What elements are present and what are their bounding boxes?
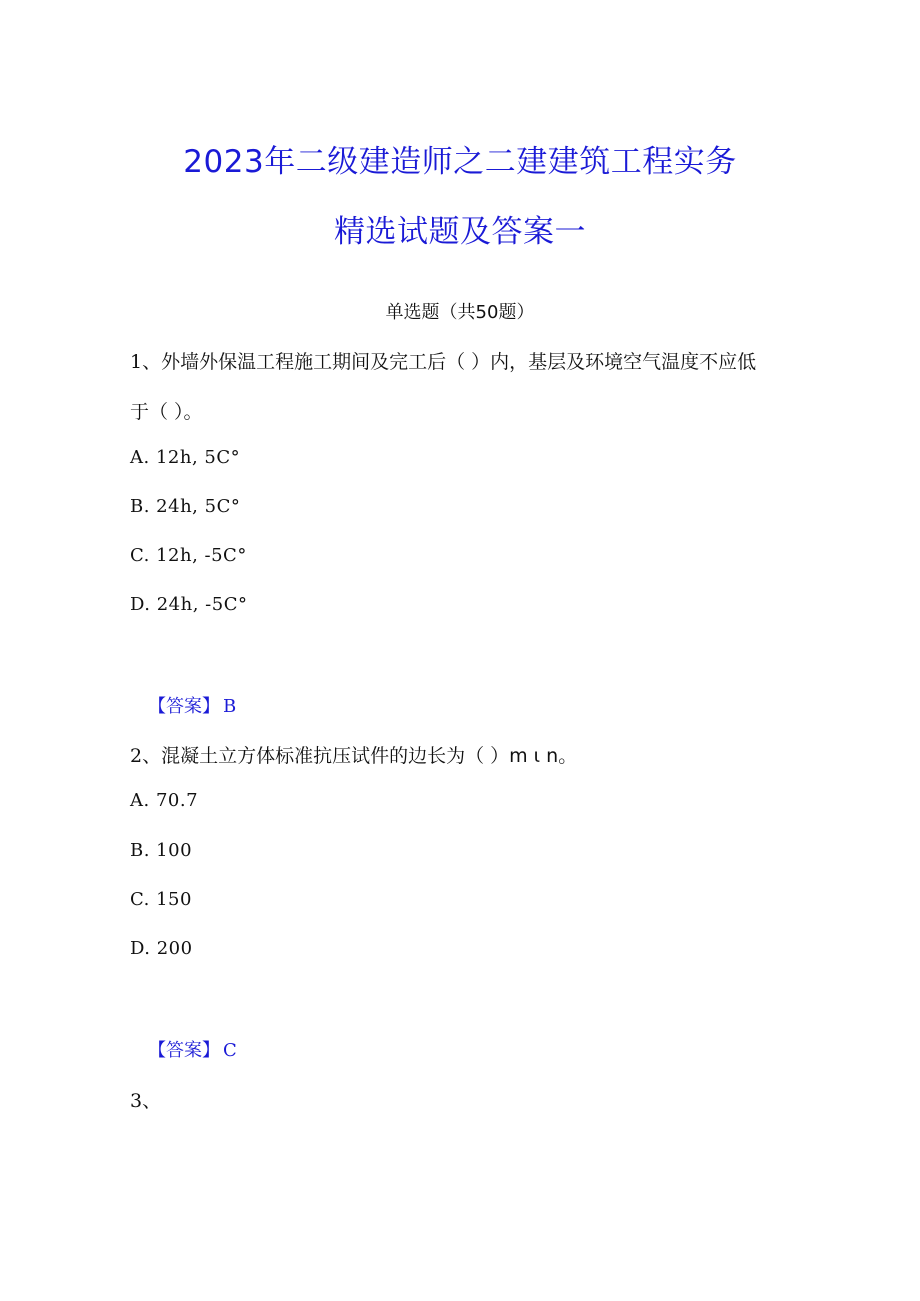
answer-label: 【答案】 [148, 696, 220, 717]
question-text: 混凝土立方体标准抗压试件的边长为（ ）m ι n。 [161, 745, 578, 767]
question-text: 外墙外保温工程施工期间及完工后（ ）内，基层及环境空气温度不应低 [161, 351, 757, 373]
question-1-line-2: 于（ ）。 [130, 401, 203, 423]
question-1-option-d: D. 24h, -5C° [130, 594, 248, 615]
question-2-option-d: D. 200 [130, 938, 193, 959]
question-1-option-b: B. 24h, 5C° [130, 496, 241, 517]
question-number: 1、 [130, 351, 162, 373]
document-title-line-2: 精选试题及答案一 [334, 214, 586, 250]
question-2-option-a: A. 70.7 [130, 790, 199, 811]
question-3-line-1: 3、 [130, 1090, 162, 1112]
question-2-line-1 [130, 741, 577, 768]
question-1-line-1 [130, 347, 756, 374]
section-heading: 单选题（共50题） [385, 302, 535, 323]
question-2-answer [148, 1036, 237, 1062]
document-title-line-1: 2023年二级建造师之二建建筑工程实务 [183, 144, 737, 180]
question-2-option-c: C. 150 [130, 889, 192, 910]
answer-value: B [223, 696, 237, 717]
question-1-option-c: C. 12h, -5C° [130, 545, 247, 566]
answer-label: 【答案】 [148, 1040, 220, 1061]
question-1-option-a: A. 12h, 5C° [130, 447, 241, 468]
question-2-option-b: B. 100 [130, 840, 193, 861]
question-number: 2、 [130, 745, 162, 767]
question-1-answer [148, 692, 236, 718]
answer-value: C [223, 1040, 237, 1061]
